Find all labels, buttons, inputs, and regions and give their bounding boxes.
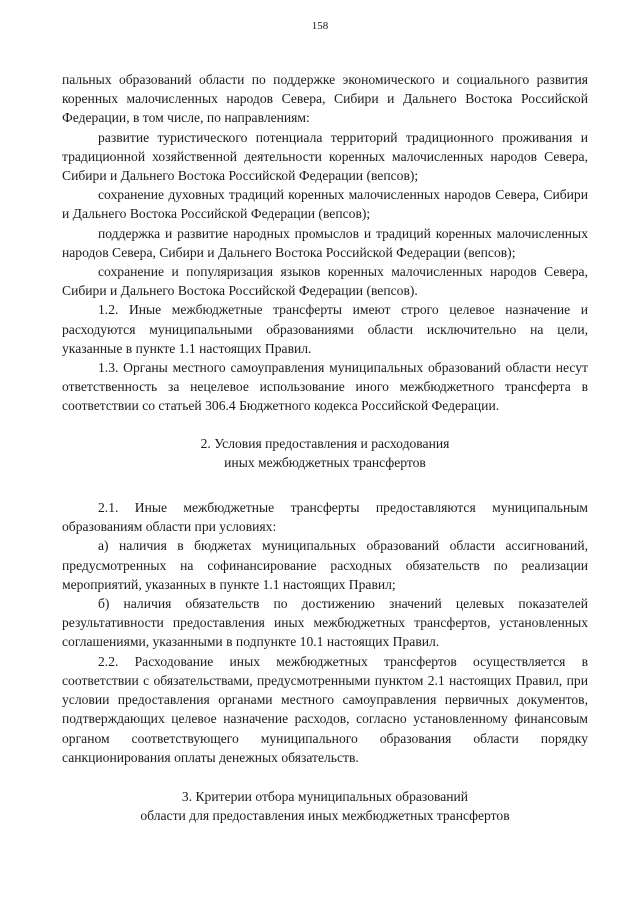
paragraph: пальных образований области по поддержке экономического и социального развития коренных малочисленных народов Севера, Сибири и Дальнего Востока Российской Федерации, в том числе, по направлениям: [62,72,588,126]
heading-line: 3. Критерии отбора муниципальных образований [181,788,469,804]
paragraph: сохранение духовных традиций коренных малочисленных народов Севера, Сибири и Дальнего Востока Российской Федерации (вепсов); [62,187,588,222]
paragraph: 2.1. Иные межбюджетные трансферты предоставляются муниципальным образованиям области при условиях: [62,500,588,535]
paragraph: 1.3. Органы местного самоуправления муниципальных образований области несут ответственность за нецелевое использование иного межбюджетного трансферта в соответствии со статьей 306.4 Бюджетного кодекса Российской Федерации. [62,360,588,414]
section-heading-3 [62,787,588,825]
paragraph: а) наличия в бюджетах муниципальных образований области ассигнований, предусмотренных на софинансирование расходных обязательств по реализации мероприятий, указанных в пункте 1.1 настоящих Правил; [62,538,588,592]
document-body [62,70,588,825]
heading-line: иных межбюджетных трансфертов [224,454,426,470]
paragraph: сохранение и популяризация языков коренных малочисленных народов Севера, Сибири и Дальнего Востока Российской Федерации (вепсов). [62,264,588,299]
page-number: 158 [311,20,329,32]
paragraph: б) наличия обязательств по достижению значений целевых показателей результативности предоставления иных межбюджетных трансфертов, установленных соглашениями, указанными в подпункте 10.1 настоящих Правил. [62,596,588,650]
paragraph: развитие туристического потенциала территорий традиционного проживания и традиционной хозяйственной деятельности коренных малочисленных народов Севера, Сибири и Дальнего Востока Российской Федерации (вепсов); [62,129,588,184]
section-heading-2 [62,434,588,472]
heading-line: 2. Условия предоставления и расходования [200,435,450,451]
heading-line: области для предоставления иных межбюджетных трансфертов [140,808,510,824]
paragraph: поддержка и развитие народных промыслов и традиций коренных малочисленных народов Севера, Сибири и Дальнего Востока Российской Федерации (вепсов); [62,225,588,260]
paragraph: 1.2. Иные межбюджетные трансферты имеют строго целевое назначение и расходуются муниципальными образованиями области исключительно на цели, указанные в пункте 1.1 настоящих Правил. [62,302,588,356]
paragraph: 2.2. Расходование иных межбюджетных трансфертов осуществляется в соответствии с обязательствами, предусмотренными пунктом 2.1 настоящих Правил, при условии предоставления органами местного самоуправления первичных документов, подтверждающих целевое назначение расходов, согласно установленному финансовым органом соответствующего муниципального образования области порядку санкционирования оплаты денежных обязательств. [62,653,588,765]
